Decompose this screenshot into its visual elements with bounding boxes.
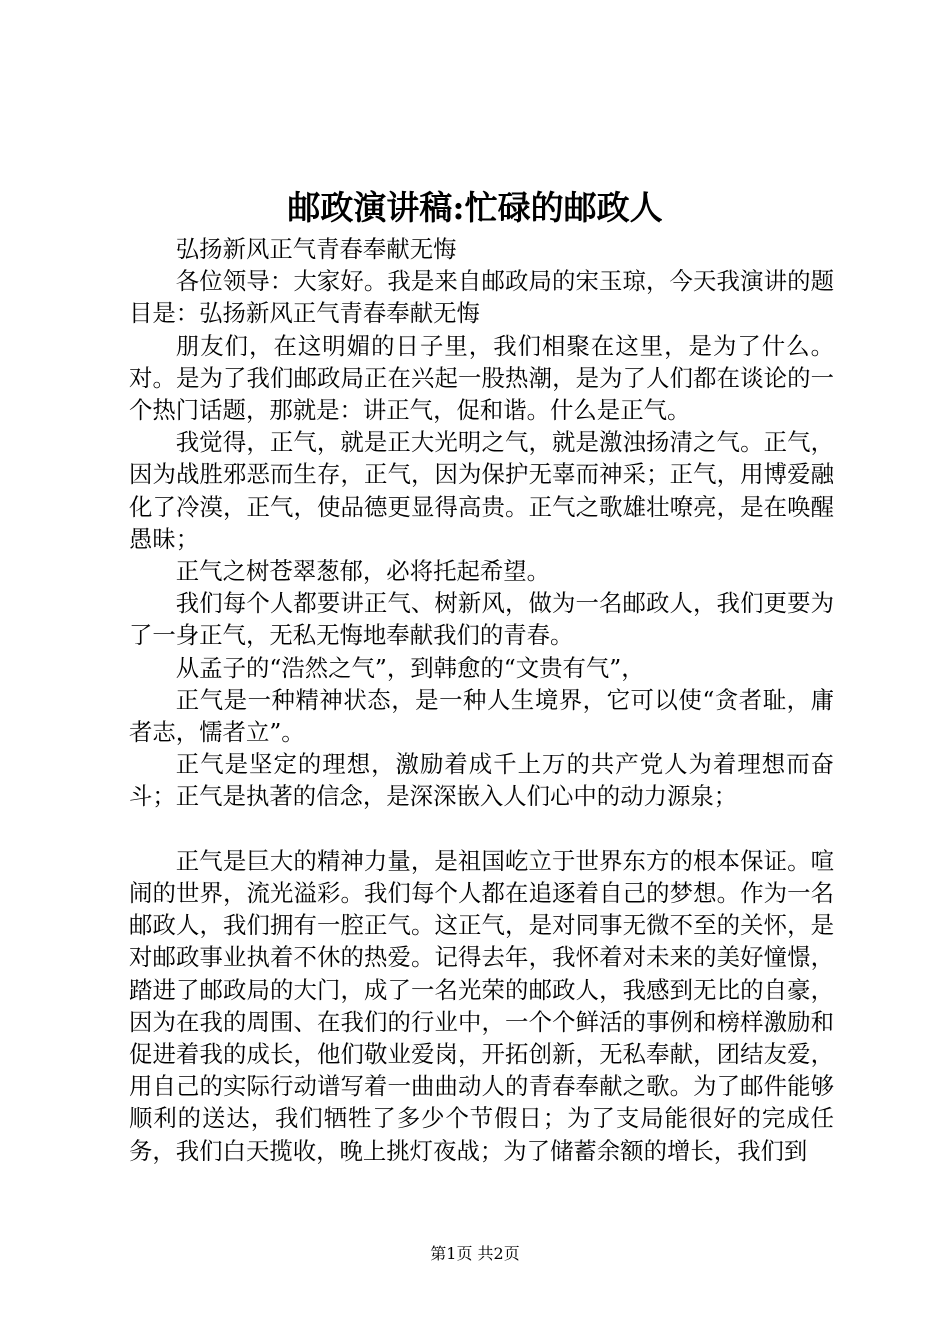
paragraph-spacer: [129, 813, 834, 845]
paragraph: 正气是坚定的理想，激励着成千上万的共产党人为着理想而奋斗；正气是执著的信念，是深深嵌入人们心中的动力源泉；: [129, 750, 834, 811]
paragraph: 我觉得，正气，就是正大光明之气，就是激浊扬清之气。正气，因为战胜邪恶而生存，正气，因为保护无辜而神采；正气，用博爱融化了冷漠，正气，使品德更显得高贵。正气之歌雄壮嘹亮，是在唤醒愚昧；: [129, 428, 834, 553]
paragraph: 各位领导：大家好。我是来自邮政局的宋玉琼，今天我演讲的题目是：弘扬新风正气青春奉献无悔: [129, 267, 834, 328]
paragraph: 弘扬新风正气青春奉献无悔: [175, 235, 457, 263]
page-footer: 第1页 共2页: [430, 1244, 520, 1263]
paragraph: 正气是巨大的精神力量，是祖国屹立于世界东方的根本保证。喧闹的世界，流光溢彩。我们每个人都在追逐着自己的梦想。作为一名邮政人，我们拥有一腔正气。这正气，是对同事无微不至的关怀，是对邮政事业执着不休的热爱。记得去年，我怀着对未来的美好憧憬，踏进了邮政局的大门，成了一名光荣的邮政人，我感到无比的自豪，因为在我的周围、在我们的行业中，一个个鲜活的事例和榜样激励和促进着我的成长，他们敬业爱岗，开拓创新，无私奉献，团结友爱，用自己的实际行动谱写着一曲曲动人的青春奉献之歌。为了邮件能够顺利的送达，我们牺牲了多少个节假日；为了支局能很好的完成任务，我们白天揽收，晚上挑灯夜战；为了储蓄余额的增长，我们到: [129, 846, 834, 1165]
paragraph: 朋友们，在这明媚的日子里，我们相聚在这里，是为了什么。对。是为了我们邮政局正在兴起一股热潮，是为了人们都在谈论的一个热门话题，那就是：讲正气，促和谐。什么是正气。: [129, 331, 834, 425]
document-body: [129, 233, 834, 1167]
paragraph: 我们每个人都要讲正气、树新风，做为一名邮政人，我们更要为了一身正气，无私无悔地奉献我们的青春。: [129, 589, 834, 650]
paragraph: 从孟子的“浩然之气”，到韩愈的“文贵有气”，: [175, 653, 645, 682]
document-title: 邮政演讲稿:忙碌的邮政人: [287, 188, 663, 227]
paragraph: 正气之树苍翠葱郁，必将托起希望。: [175, 557, 551, 586]
paragraph: 正气是一种精神状态，是一种人生境界，它可以使“贪者耻，庸者志，懦者立”。: [129, 685, 834, 747]
